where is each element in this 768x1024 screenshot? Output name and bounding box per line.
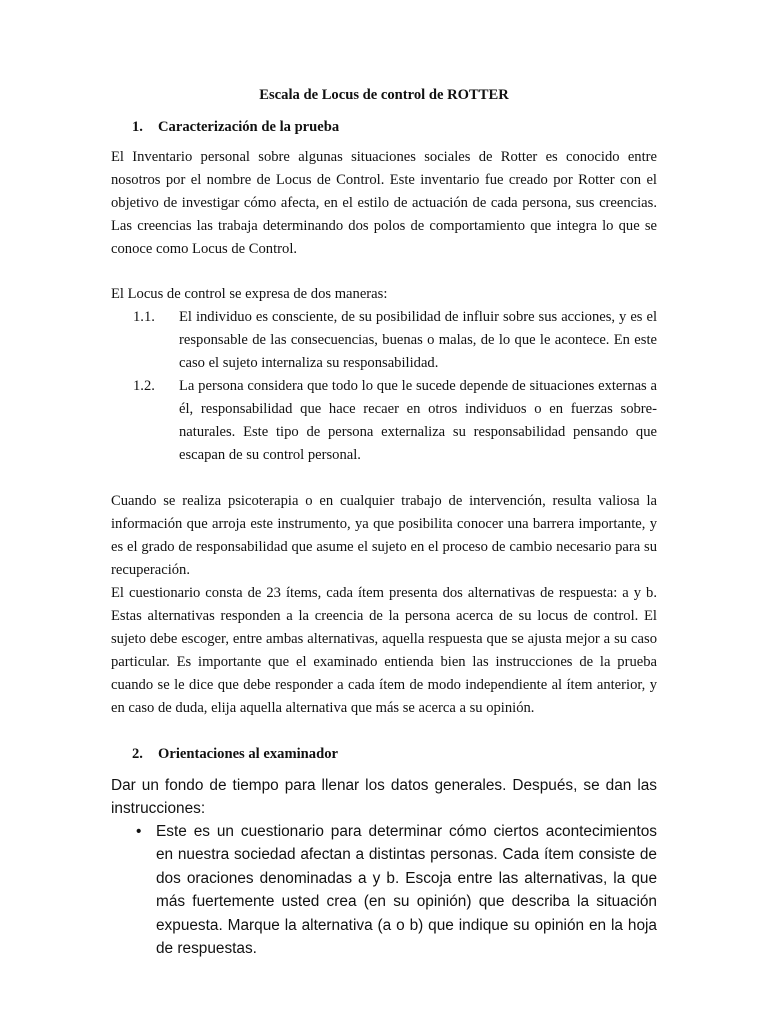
- list-item-1-2: [111, 375, 657, 467]
- list-item-1-1-marker: 1.1.: [133, 309, 155, 325]
- bullet-item-text: Este es un cuestionario para determinar cómo ciertos acontecimientos en nuestra sociedad afectan a distintas personas. Cada ítem consiste de dos oraciones denominadas a y b. Escoja entre las alternativas, la que más fuertemente usted crea (en su opinión) que describa la situación expuesta. Marque la alternativa (a o b) que indique su opinión en la hoja de respuestas.: [156, 823, 657, 958]
- section-1-paragraph-1: El Inventario personal sobre algunas situaciones sociales de Rotter es conocido entre nosotros por el nombre de Locus de Control. Este inventario fue creado por Rotter con el objetivo de investigar cómo afecta, en el estilo de actuación de cada persona, sus creencias. Las creencias las trabaja determinando dos polos de comportamiento que integra lo que se conoce como Locus de Control.: [111, 149, 657, 257]
- section-1-number: 1.: [132, 119, 143, 135]
- list-item-1-1-text: El individuo es consciente, de su posibilidad de influir sobre sus acciones, y es el responsable de las consecuencias, buenas o malas, de lo que le acontece. En este caso el sujeto internaliza su responsabilidad.: [179, 309, 657, 371]
- document-title: Escala de Locus de control de ROTTER: [259, 87, 509, 103]
- list-item: [111, 820, 657, 960]
- list-item-1-2-marker: 1.2.: [133, 378, 155, 394]
- section-1-heading: [132, 116, 339, 139]
- section-1-paragraph-2: El Locus de control se expresa de dos maneras:: [111, 286, 388, 302]
- section-1-paragraph-4: El cuestionario consta de 23 ítems, cada ítem presenta dos alternativas de respuesta: a y b. Estas alternativas responden a la creencia de la persona acerca de su locus de control. El sujeto debe escoger, entre ambas alternativas, aquella respuesta que se ajusta mejor a su caso particular. Es importante que el examinado entienda bien las instrucciones de la prueba cuando se le dice que debe responder a cada ítem de modo independiente al ítem anterior, y en caso de duda, elija aquella alternativa que más se acerca a su opinión.: [111, 585, 657, 716]
- section-2-heading: [132, 743, 338, 766]
- list-item-1-1: [111, 306, 657, 375]
- section-1-paragraph-3: Cuando se realiza psicoterapia o en cualquier trabajo de intervención, resulta valiosa la información que arroja este instrumento, ya que posibilita conocer una barrera importante, y es el grado de responsabilidad que asume el sujeto en el proceso de cambio necesario para su recuperación.: [111, 493, 657, 578]
- section-2-paragraph-1: Dar un fondo de tiempo para llenar los datos generales. Después, se dan las instrucciones:: [111, 777, 657, 818]
- section-2-number: 2.: [132, 746, 143, 762]
- bullet-icon: •: [136, 823, 142, 840]
- section-1-heading-text: Caracterización de la prueba: [158, 119, 340, 135]
- section-2-heading-text: Orientaciones al examinador: [158, 746, 338, 762]
- list-item-1-2-text: La persona considera que todo lo que le sucede depende de situaciones externas a él, responsabilidad que hace recaer en otros individuos o en fuerzas sobre-naturales. Este tipo de persona externaliza su responsabilidad pensando que escapan de su control personal.: [179, 378, 657, 463]
